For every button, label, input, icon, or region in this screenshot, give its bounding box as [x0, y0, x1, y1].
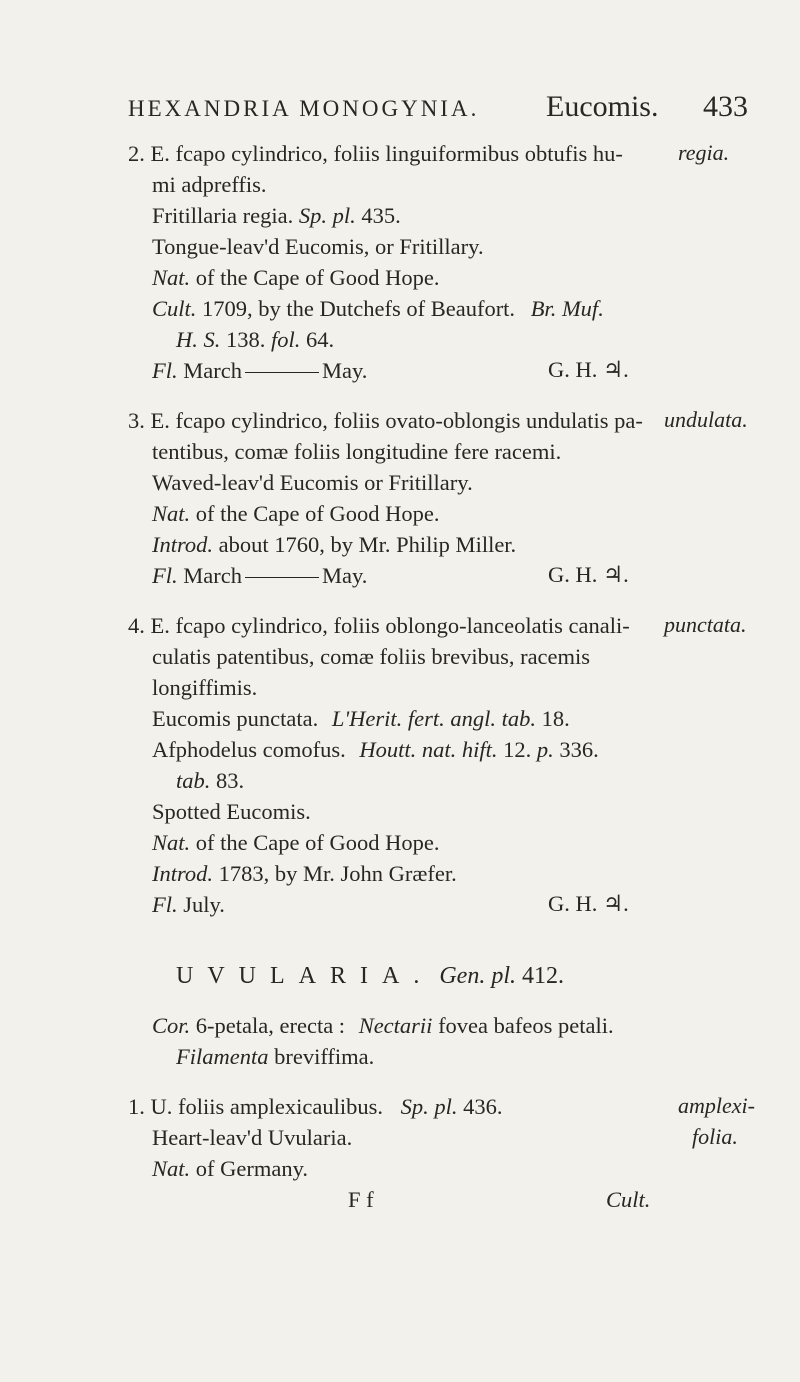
class-order-heading: HEXANDRIA MONOGYNIA.: [128, 96, 480, 121]
nectarii-label: Nectarii: [358, 1013, 433, 1038]
margin-epithet-cont: folia.: [692, 1124, 738, 1149]
cultivation-text: 1709, by the Dutchefs of Beaufort.: [202, 296, 516, 321]
fl-label: Fl.: [152, 892, 178, 917]
tab-number: 18.: [541, 706, 570, 731]
dash-rule: [245, 577, 319, 578]
reference-abbrev: Sp. pl.: [400, 1094, 458, 1119]
introduction-line: [152, 860, 457, 888]
reference-number: 435.: [361, 203, 401, 228]
reference-line: [176, 326, 334, 354]
houtt-ref: Houtt. nat. hift.: [359, 737, 498, 762]
cult-label: Cult.: [152, 296, 197, 321]
reference-abbrev: Sp. pl.: [298, 203, 356, 228]
description-line: [128, 1093, 502, 1121]
description-line: 2. E. fcapo cylindrico, foliis linguiformibus obtufis hu-: [128, 141, 623, 166]
nat-label: Nat.: [152, 1156, 191, 1181]
volume-number: 12.: [503, 737, 532, 762]
native-text: of the Cape of Good Hope.: [195, 501, 440, 526]
description-line: longiffimis.: [152, 675, 258, 700]
plate-line: [176, 767, 244, 795]
synonym-name: Eucomis punctata.: [152, 706, 319, 731]
catchword: Cult.: [606, 1187, 651, 1212]
tab-label: tab.: [176, 768, 211, 793]
cor-label: Cor.: [152, 1013, 191, 1038]
native-text: of Germany.: [195, 1156, 309, 1181]
lherit-ref: L'Herit. fert. angl. tab.: [331, 706, 537, 731]
native-line: [152, 829, 439, 857]
fl-label: Fl.: [152, 358, 178, 383]
br-muf-ref: Br. Muf.: [530, 296, 604, 321]
margin-epithet: punctata.: [664, 612, 747, 637]
genus-title-line: [176, 962, 564, 990]
month-start: March: [183, 563, 242, 588]
greenhouse-mark: G. H. ♃.: [548, 891, 629, 916]
corolla-line: [152, 1012, 614, 1040]
fol-number: 64.: [306, 327, 335, 352]
synonym-line: [152, 736, 599, 764]
month-end: May.: [321, 358, 368, 383]
genus-name: UVULARIA.: [176, 963, 434, 989]
description-line: tentibus, comæ foliis longitudine fere racemi.: [152, 439, 562, 464]
fol-label: fol.: [271, 327, 301, 352]
plate-number: 83.: [216, 768, 245, 793]
hs-ref: H. S.: [176, 327, 221, 352]
common-name: Waved-leav'd Eucomis or Fritillary.: [152, 470, 473, 495]
native-text: of the Cape of Good Hope.: [195, 265, 440, 290]
cor-text: 6-petala, erecta :: [195, 1013, 346, 1038]
description-line: culatis patentibus, comæ foliis brevibus, racemis: [152, 644, 591, 669]
introd-label: Introd.: [152, 861, 214, 886]
greenhouse-mark: G. H. ♃.: [548, 562, 629, 587]
native-line: [152, 264, 439, 292]
hs-number: 138.: [226, 327, 266, 352]
filamenta-line: [176, 1043, 374, 1071]
margin-epithet: amplexi-: [678, 1093, 755, 1118]
introd-label: Introd.: [152, 532, 214, 557]
page-ref-number: 336.: [559, 737, 599, 762]
synonym-line: [152, 202, 401, 230]
nectarii-text: fovea bafeos petali.: [438, 1013, 614, 1038]
introduction-line: [152, 531, 516, 559]
month-end: May.: [321, 563, 368, 588]
dash-rule: [245, 372, 319, 373]
p-label: p.: [536, 737, 554, 762]
synonym-line: [152, 705, 570, 733]
common-name: Tongue-leav'd Eucomis, or Fritillary.: [152, 234, 484, 259]
nat-label: Nat.: [152, 501, 191, 526]
reference-number: 436.: [463, 1094, 503, 1119]
margin-epithet: undulata.: [664, 407, 748, 432]
greenhouse-mark: G. H. ♃.: [548, 357, 629, 382]
signature-mark: F f: [348, 1187, 374, 1212]
gen-pl-ref: Gen. pl.: [439, 963, 516, 989]
common-name: Spotted Eucomis.: [152, 799, 311, 824]
description-line: mi adpreffis.: [152, 172, 267, 197]
synonym-name: Afphodelus comofus.: [152, 737, 346, 762]
page-number: 433: [703, 90, 748, 123]
cultivation-line: [152, 295, 604, 323]
introduction-text: 1783, by Mr. John Græfer.: [218, 861, 457, 886]
synonym-name: Fritillaria regia.: [152, 203, 294, 228]
month: July.: [183, 892, 225, 917]
running-header: [128, 90, 748, 126]
common-name: Heart-leav'd Uvularia.: [152, 1125, 353, 1150]
description-line: 3. E. fcapo cylindrico, foliis ovato-oblongis undulatis pa-: [128, 408, 643, 433]
nat-label: Nat.: [152, 830, 191, 855]
native-text: of the Cape of Good Hope.: [195, 830, 440, 855]
fl-label: Fl.: [152, 563, 178, 588]
introduction-text: about 1760, by Mr. Philip Miller.: [218, 532, 517, 557]
flowering-line: [152, 562, 367, 590]
nat-label: Nat.: [152, 265, 191, 290]
description-text: 1. U. foliis amplexicaulibus.: [128, 1094, 383, 1119]
filamenta-label: Filamenta: [176, 1044, 269, 1069]
gen-pl-number: 412.: [521, 963, 564, 989]
description-line: 4. E. fcapo cylindrico, foliis oblongo-lanceolatis canali-: [128, 613, 630, 638]
genus-heading: Eucomis.: [546, 90, 659, 123]
month-start: March: [183, 358, 242, 383]
filamenta-text: breviffima.: [274, 1044, 375, 1069]
flowering-line: [152, 357, 367, 385]
native-line: [152, 500, 439, 528]
margin-epithet: regia.: [678, 140, 730, 165]
flowering-line: [152, 891, 225, 919]
native-line: [152, 1155, 308, 1183]
